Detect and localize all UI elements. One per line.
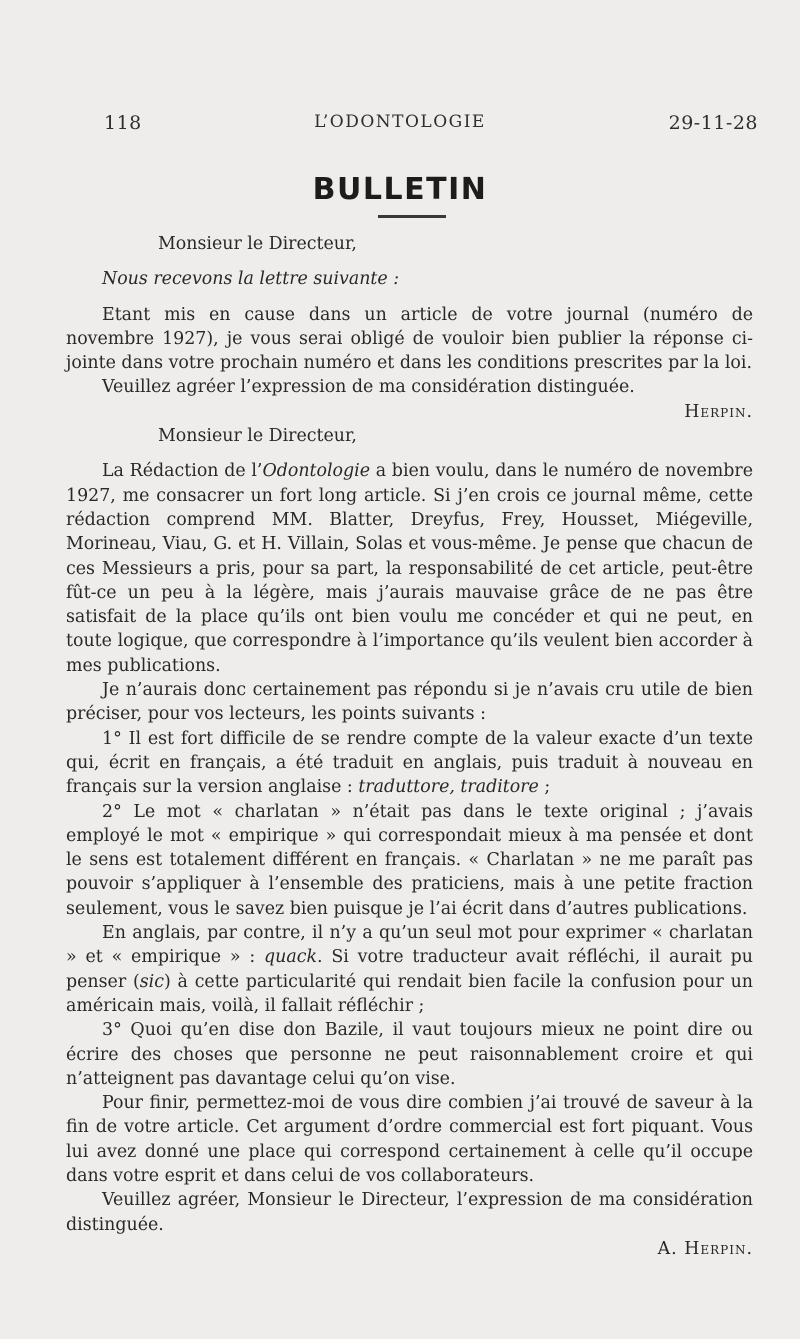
text-span: En anglais, par contre, il n’y a qu’un seul mot pour exprimer « charlatan » et « empirique » : bbox=[66, 923, 753, 968]
letter2-closing: Veuillez agréer, Monsieur le Directeur, l’expression de ma considération distinguée. bbox=[66, 1190, 753, 1235]
journal-name: L’ODONTOLOGIE bbox=[314, 112, 486, 132]
letter2-paragraph bbox=[66, 459, 753, 678]
letter2-paragraph: Pour finir, permettez-moi de vous dire combien j’ai trouvé de saveur à la fin de votre article. Cet argument d’ordre commercial est fort piquant. Vous lui avez donné une place qui correspond certainement à celle qu’il occupe dans votre esprit et dans celui de vos collaborateurs. bbox=[66, 1093, 753, 1186]
title-rule bbox=[378, 215, 446, 218]
intro-line: Nous recevons la lettre suivante : bbox=[102, 269, 400, 290]
text-span: ) à cette particularité qui rendait bien facile la confusion pour un américain mais, voilà, il fallait réfléchir ; bbox=[66, 971, 754, 1016]
text-span: . Si votre traducteur avait réfléchi, il aurait pu penser ( bbox=[66, 947, 753, 992]
text-span: La Rédaction de l’ bbox=[102, 461, 263, 482]
salutation: Monsieur le Directeur, bbox=[158, 426, 357, 447]
letter1-paragraph: Etant mis en cause dans un article de votre journal (numéro de novembre 1927), je vous serai obligé de vouloir bien publier la réponse ci-jointe dans votre prochain numéro et dans les conditions prescrites par la loi. bbox=[66, 304, 753, 374]
letter2-paragraph bbox=[66, 921, 753, 1018]
letter2-point: 3° Quoi qu’en dise don Bazile, il vaut toujours mieux ne point dire ou écrire des choses que personne ne peut raisonnablement croire et qui n’atteignent pas davantage celui qu’on vise. bbox=[66, 1020, 753, 1089]
letter2-signature: A. Herpin. bbox=[657, 1238, 753, 1259]
journal-title: Odontologie bbox=[262, 461, 370, 482]
letter2-paragraph: Je n’aurais donc certainement pas répondu si je n’avais cru utile de bien préciser, pour vos lecteurs, les points suivants : bbox=[66, 680, 753, 725]
header-date: 29-11-28 bbox=[668, 112, 758, 134]
italic-word: sic bbox=[139, 971, 164, 992]
letter2-point: 2° Le mot « charlatan » n’était pas dans le texte original ; j’avais employé le mot « empirique » qui correspondait mieux à ma pensée et dont le sens est totalement différent en français. « Charlatan » ne me paraît pas pouvoir s’appliquer à l’ensemble des praticiens, mais à une petite fraction seulement, vous le savez bien puisque je l’ai écrit dans d’autres publications. bbox=[66, 801, 753, 919]
italic-quote: traduttore, traditore bbox=[358, 777, 539, 798]
page-title: BULLETIN bbox=[312, 172, 488, 207]
letter1-closing: Veuillez agréer l’expression de ma considération distinguée. bbox=[102, 377, 635, 398]
salutation: Monsieur le Directeur, bbox=[158, 234, 357, 254]
text-span: ; bbox=[538, 777, 551, 798]
text-span: a bien voulu, dans le numéro de novembre 1927, me consacrer un fort long article. Si j’en crois ce journal même, cette rédaction comprend MM. Blatter, Dreyfus, Frey, Housset, Miégeville, Morineau, Viau, G. et H. Villain, Solas et vous-même. Je pense que chacun de ces Messieurs a pris, pour sa part, la responsabilité de cet article, peut-être fût-ce un peu à la légère, mais j’aurais mauvaise grâce de ne pas être satisfait de la place qu’ils ont bien voulu me concéder et qui ne peut, en toute logique, que correspondre à l’importance qu’ils veulent bien accorder à mes publications. bbox=[66, 461, 753, 676]
letter2-point bbox=[66, 727, 753, 800]
italic-word: quack bbox=[264, 947, 318, 968]
page-number: 118 bbox=[104, 112, 142, 134]
letter1-signature: Herpin. bbox=[684, 401, 753, 422]
article-body bbox=[66, 232, 753, 1261]
text-span: 1° Il est fort difficile de se rendre compte de la valeur exacte d’un texte qui, écrit en français, a été traduit en anglais, puis traduit à nouveau en français sur la version anglaise : bbox=[66, 728, 753, 798]
